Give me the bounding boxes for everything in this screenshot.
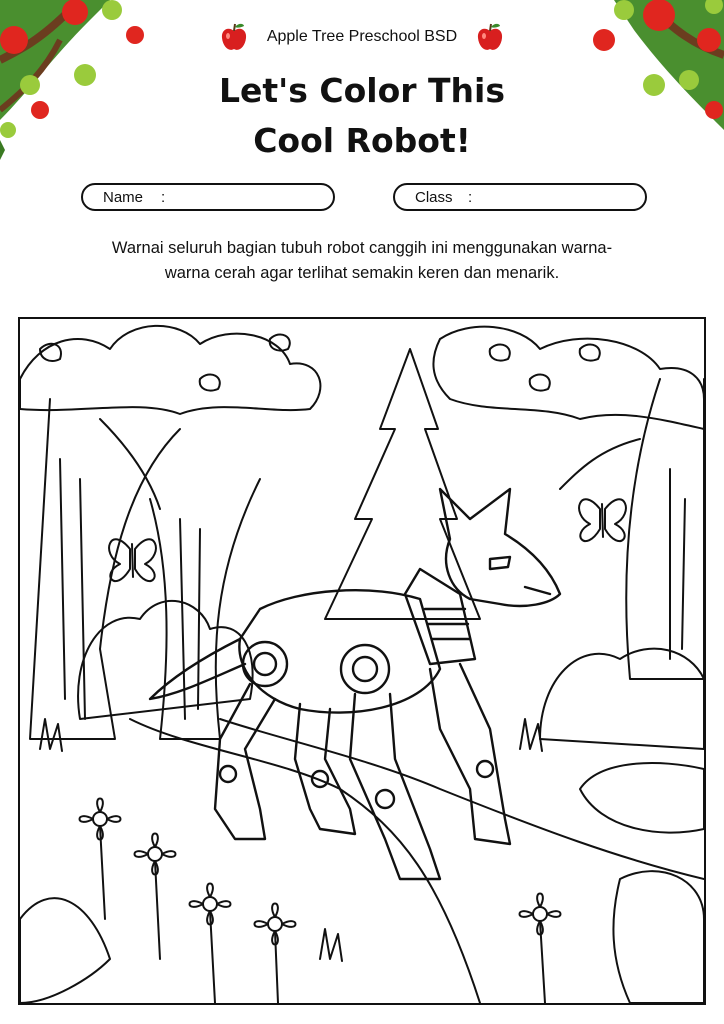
robot-dog-neck: [405, 569, 475, 664]
grass: [40, 719, 542, 961]
instructions-line-1: Warnai seluruh bagian tubuh robot canggih ini menggunakan warna-: [111, 239, 613, 257]
instructions-line-2: warna cerah agar terlihat semakin keren dan menarik.: [164, 264, 560, 282]
robot-dog-head: [440, 489, 560, 606]
robot-dog-leg: [295, 704, 355, 834]
apple-icon: [220, 22, 248, 52]
butterfly: [109, 539, 156, 581]
robot-dog-joint: [243, 642, 287, 686]
flower: [520, 894, 561, 1004]
flower: [80, 799, 121, 920]
page-title: [0, 66, 724, 166]
tree-trunk: [626, 379, 704, 679]
butterfly: [579, 499, 626, 541]
name-field[interactable]: [81, 183, 335, 211]
bush: [540, 649, 704, 749]
name-colon: :: [161, 189, 166, 206]
tree-canopy: [20, 326, 320, 414]
title-line-2: Cool Robot!: [253, 121, 471, 160]
title-line-1: Let's Color This: [218, 71, 505, 110]
class-colon: :: [468, 189, 473, 206]
name-label: Name: [103, 189, 144, 206]
robot-dog: [150, 489, 560, 879]
school-header: [0, 22, 724, 52]
flower: [255, 904, 296, 1004]
coloring-illustration[interactable]: [18, 317, 706, 1005]
forest-path: [130, 719, 480, 1003]
foreground-leaf: [613, 871, 704, 1003]
flower: [190, 884, 231, 1004]
pine-tree: [325, 349, 480, 619]
apple-icon: [476, 22, 504, 52]
instructions: [60, 236, 664, 286]
robot-dog-leg: [350, 694, 440, 879]
flower: [135, 834, 176, 960]
tree-canopy: [433, 327, 704, 429]
rock: [580, 763, 704, 833]
class-field[interactable]: [393, 183, 647, 211]
school-name: Apple Tree Preschool BSD: [266, 28, 458, 45]
robot-dog-leg: [430, 664, 510, 844]
foreground-leaf: [20, 898, 110, 1003]
forest-robot-dog-line-art: [20, 319, 704, 1003]
tree-trunk: [30, 399, 180, 739]
robot-dog-joint: [341, 645, 389, 693]
class-label: Class: [415, 189, 453, 206]
